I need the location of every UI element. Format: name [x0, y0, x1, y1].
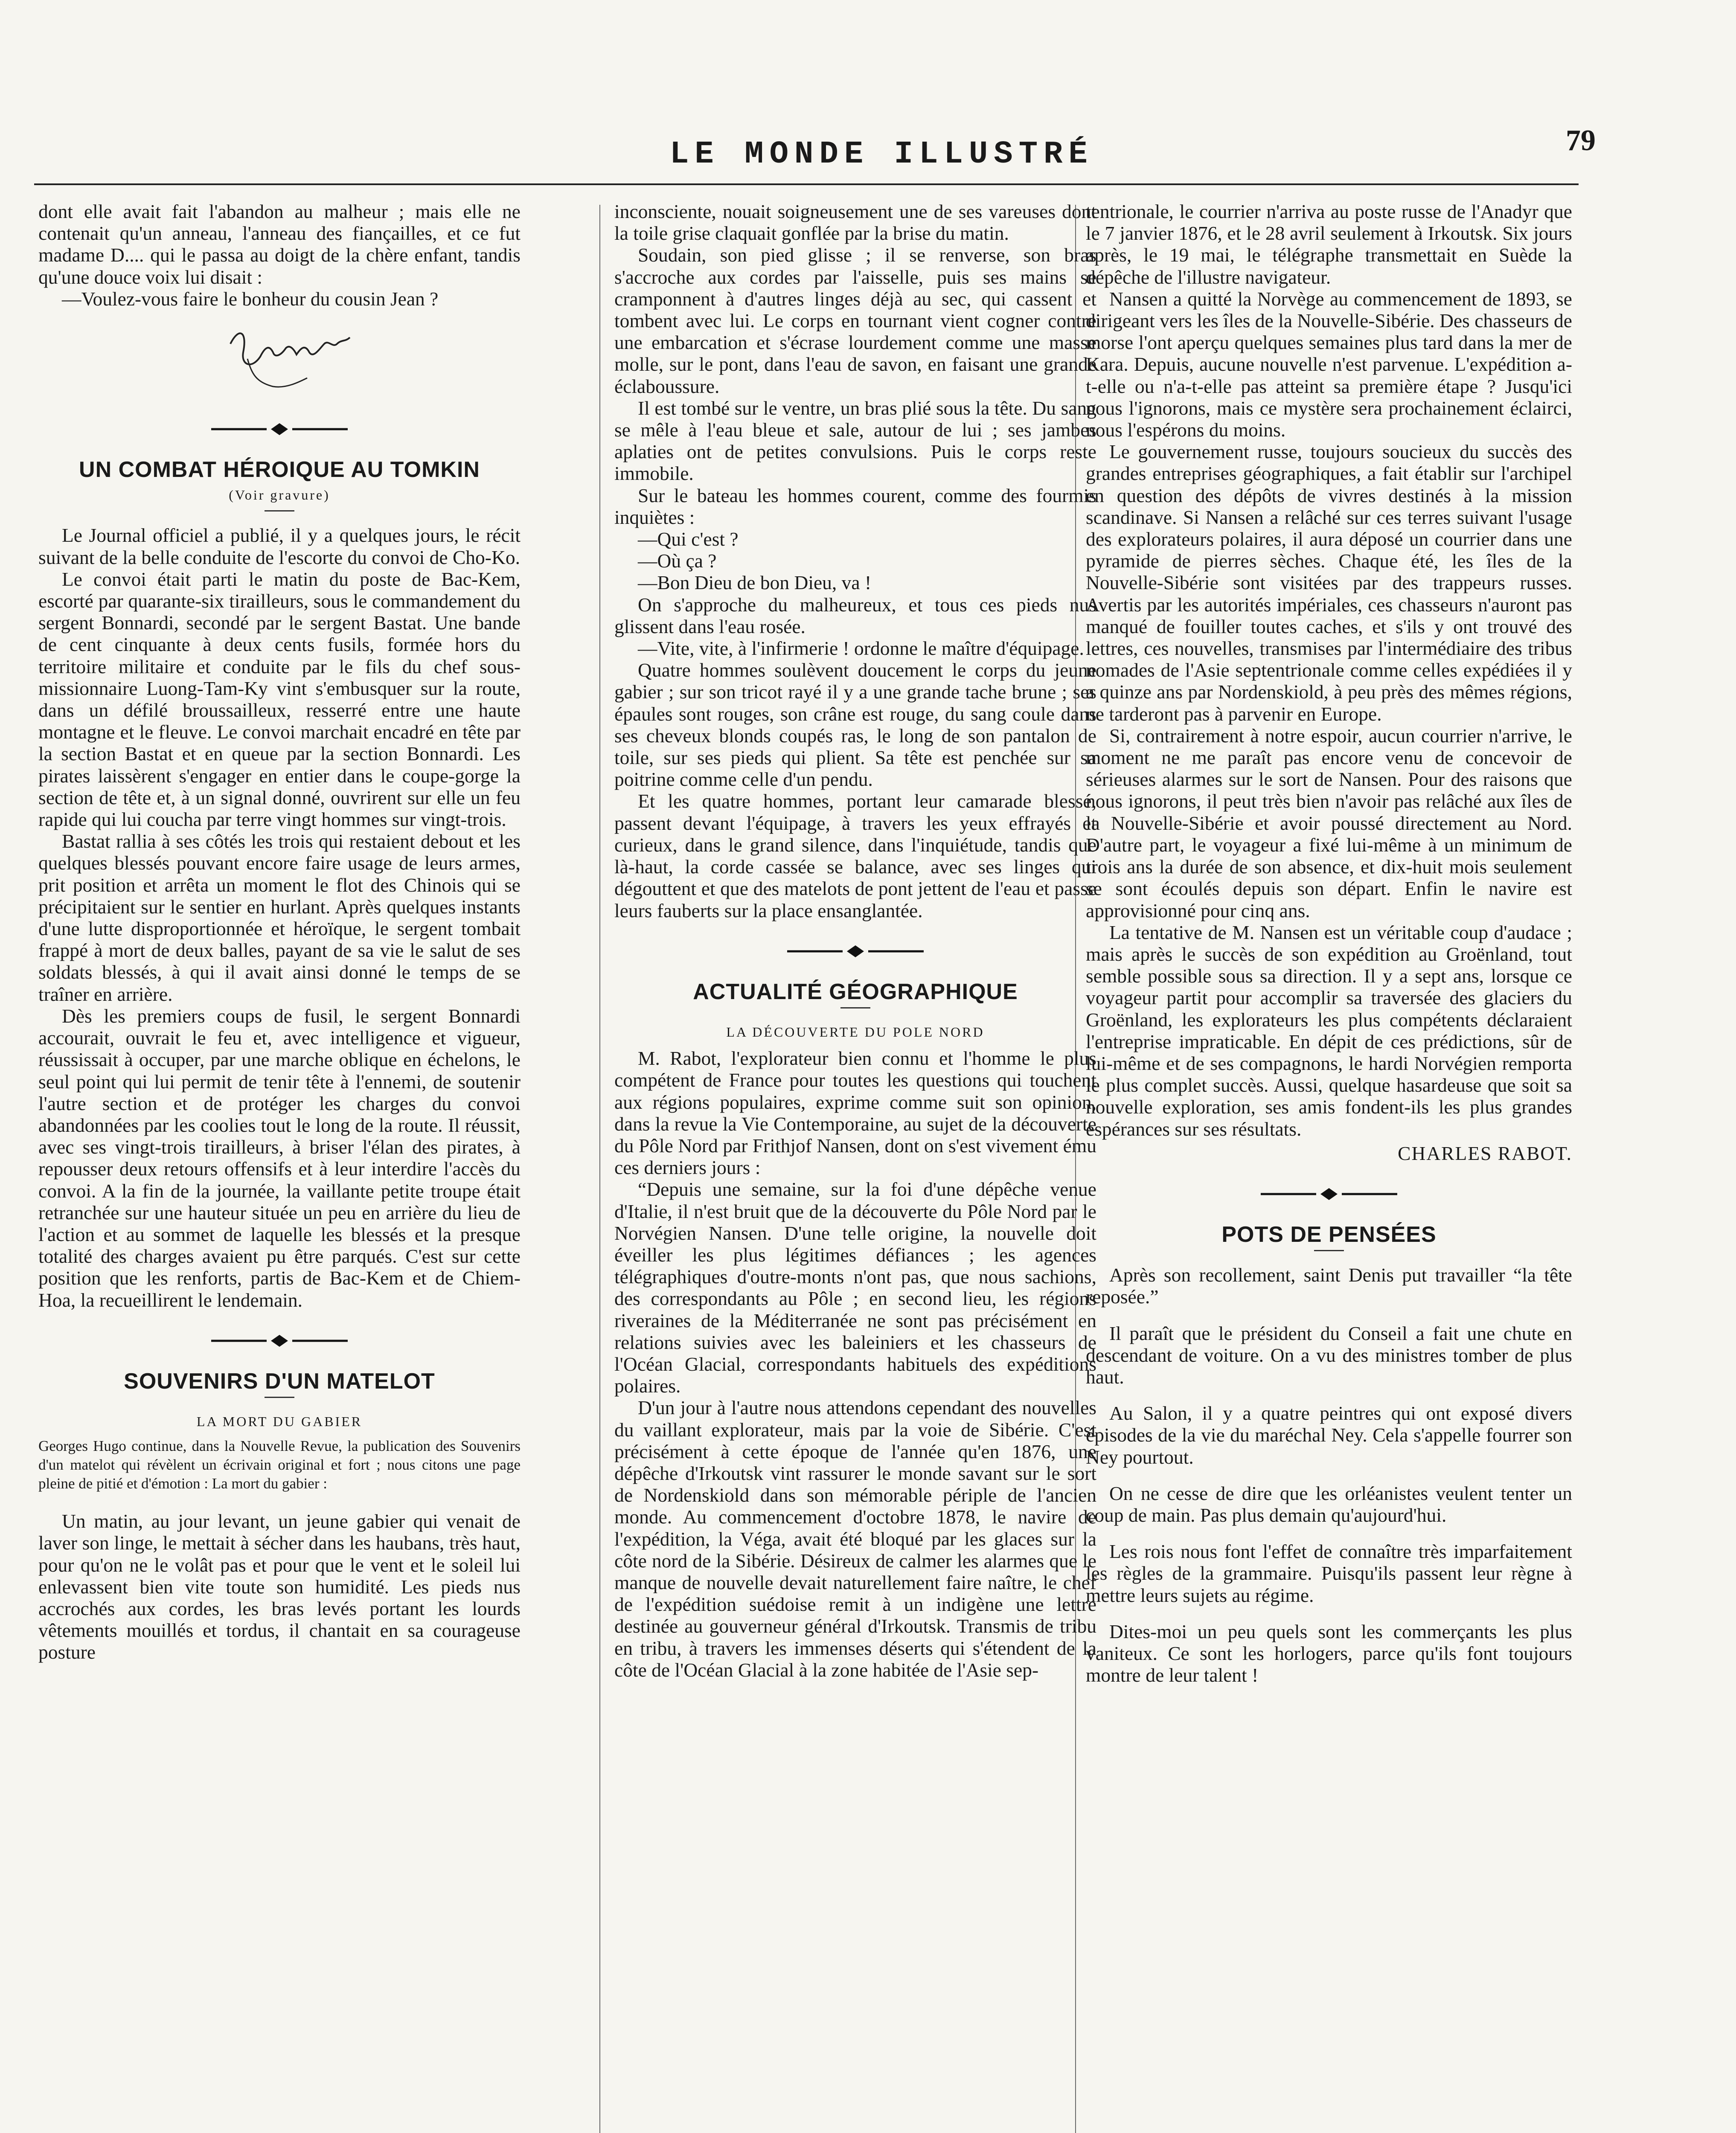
geo-paragraph: tentrionale, le courrier n'arriva au poste russe de l'Anadyr que le 7 janvier 1876, et le 28 avril seulement à Irkoutsk. Six jours après, le 19 mai, le télégraphe transmettait en Suède la dépêche de l'illustre navigateur. [1086, 201, 1572, 288]
column-3 [1086, 201, 1572, 2133]
geo-paragraph: D'un jour à l'autre nous attendons cependant des nouvelles du vaillant explorateur, mais par la voie de Sibérie. C'est précisément à cette époque de l'année qu'en 1876, une dépêche d'Irkoutsk vint rassurer le monde savant sur le sort de Nordenskiold dans son mémorable périple de l'ancien monde. Au commencement d'octobre 1878, le navire de l'expédition, la Véga, avait été bloqué par les glaces sur la côte nord de la Sibérie. Désireux de calmer les alarmes que le manque de nouvelle devait naturellement faire naître, le chef de l'expédition suédoise remit à un indigène une lettre destinée au gouverneur général d'Irkoutsk. Transmis de tribu en tribu, à travers les immenses déserts qui s'étendent de la côte de l'Océan Glacial à la zone habitée de l'Asie sep- [614, 1397, 1096, 1681]
geo-subtitle: LA DÉCOUVERTE DU POLE NORD [726, 1024, 985, 1040]
handwritten-signature [222, 318, 358, 395]
ornament-divider [1256, 1186, 1402, 1203]
matelot-subtitle: LA MORT DU GABIER [196, 1413, 363, 1429]
story-paragraph: inconsciente, nouait soigneusement une de ses vareuses dont la toile grise claquait gonflée par la brise du matin. [614, 201, 1096, 244]
pensee-item: On ne cesse de dire que les orléanistes veulent tenter un coup de main. Pas plus demain qu'aujourd'hui. [1086, 1482, 1572, 1526]
combat-paragraph: Le Journal officiel a publié, il y a quelques jours, le récit suivant de la belle conduite de l'escorte du convoi de Cho-Ko. [38, 524, 521, 568]
dialogue-line: —Qui c'est ? [638, 528, 739, 550]
title-rule [1314, 1250, 1344, 1251]
author-byline: CHARLES RABOT. [1398, 1142, 1572, 1164]
intro-quote: —Voulez-vous faire le bonheur du cousin Jean ? [62, 288, 439, 310]
geo-paragraph: Nansen a quitté la Norvège au commencement de 1893, se dirigeant vers les îles de la Nouvelle-Sibérie. Des chasseurs de morse l'ont aperçu quelques semaines plus tard dans la mer de Kara. Depuis, aucune nouvelle n'est parvenue. L'expédition a-t-elle ou n'a-t-elle pas atteint sa première étape ? Jusqu'ici nous l'ignorons, mais ce mystère sera prochainement éclairci, nous l'espérons du moins. [1086, 288, 1572, 441]
ornament-divider [783, 943, 928, 960]
story-paragraph: Sur le bateau les hommes courent, comme des fourmis inquiètes : [614, 484, 1096, 528]
combat-title: UN COMBAT HÉROIQUE AU TOMKIN [79, 457, 480, 482]
geo-title: ACTUALITÉ GÉOGRAPHIQUE [693, 979, 1018, 1004]
geo-paragraph: “Depuis une semaine, sur la foi d'une dépêche venue d'Italie, il n'est bruit que de la découverte du Pôle Nord par le Norvégien Nansen. D'une telle origine, la nouvelle doit éveiller les plus légitimes défiances ; les agences télégraphiques d'outre-monts n'ont pas, que nous sachions, des correspondants au Pôle ; en second lieu, les régions riveraines de la Méditerranée ne sont pas précisément en relations suivies avec les baleiniers et les chasseurs de l'Océan Glacial, correspondants habituels des expéditions polaires. [614, 1178, 1096, 1397]
matelot-paragraph: Un matin, au jour levant, un jeune gabier qui venait de laver son linge, le mettait à sécher dans les haubans, très haut, pour qu'on ne le volât pas et pour que le vent et le soleil lui enlevassent bien vite toute son humidité. Les pieds nus accrochés aux cordes, les bras levés portant les lourds vêtements mouillés et tordus, il chantait en sa courageuse posture [38, 1510, 521, 1663]
combat-subtitle: (Voir gravure) [229, 487, 330, 503]
title-rule [840, 1007, 870, 1008]
page-number: 79 [1566, 124, 1596, 157]
story-paragraph: On s'approche du malheureux, et tous ces pieds nus glissent dans l'eau rosée. [614, 593, 1096, 637]
title-rule [265, 1397, 294, 1398]
geo-paragraph: Si, contrairement à notre espoir, aucun courrier n'arrive, le moment ne me paraît pas encore venu de concevoir de sérieuses alarmes sur le sort de Nansen. Pour des raisons que nous ignorons, il peut très bien n'avoir pas relâché aux îles de la Nouvelle-Sibérie et avoir poussé directement au Nord. D'autre part, le voyageur a fixé lui-même à un minimum de trois ans la durée de son absence, et dix-huit mois seulement se sont écoulés depuis son départ. Enfin le navire est approvisionné pour cinq ans. [1086, 724, 1572, 921]
matelot-intro: Georges Hugo continue, dans la Nouvelle Revue, la publication des Souvenirs d'un matelot qui révèlent un écrivain original et fort ; nous citons une page pleine de pitié et d'émotion : La mort du gabier : [38, 1438, 521, 1492]
geo-paragraph: Le gouvernement russe, toujours soucieux du succès des grandes entreprises géographiques, a fait établir sur l'archipel en question des dépôts de vivres destinés à la mission scandinave. Si Nansen a relâché sur ces terres suivant l'usage des explorateurs polaires, il aura déposé un courrier dans une pyramide de pierres sèches. Chaque été, les îles de la Nouvelle-Sibérie sont visitées par des trappeurs russes. Avertis par les autorités impériales, ces chasseurs n'auront pas manqué de fouiller toutes caches, et s'ils y ont trouvé des lettres, ces nouvelles, transmises par l'intermédiaire des tribus nomades de l'Asie septentrionale comme celles expédiées il y a quinze ans par Nordenskiold, à peu près des mêmes régions, ne tarderont pas à parvenir en Europe. [1086, 441, 1572, 725]
pensee-item: Les rois nous font l'effet de connaître très imparfaitement les règles de la grammaire. Puisqu'ils passent leur règne à mettre leurs sujets au régime. [1086, 1540, 1572, 1606]
column-1 [38, 201, 521, 2133]
dialogue-line: —Bon Dieu de bon Dieu, va ! [638, 572, 872, 594]
pensee-item: Il paraît que le président du Conseil a fait une chute en descendant de voiture. On a vu des ministres tomber de plus haut. [1086, 1322, 1572, 1388]
column-divider-1 [599, 205, 600, 2133]
pensee-item: Dites-moi un peu quels sont les commerçants les plus vaniteux. Ce sont les horlogers, parce qu'ils font toujours montre de leur talent ! [1086, 1620, 1572, 1686]
intro-text: dont elle avait fait l'abandon au malheur ; mais elle ne contenait qu'un anneau, l'anneau des fiançailles, et ce fut madame D.... qui le passa au doigt de la chère enfant, tandis qu'une douce voix lui disait : [38, 201, 521, 288]
dialogue-line: —Où ça ? [638, 550, 717, 572]
combat-paragraph: Le convoi était parti le matin du poste de Bac-Kem, escorté par quarante-six tirailleurs, sous le commandement du sergent Bonnardi, secondé par le sergent Bastat. Une bande de cent cinquante à deux cents fusils, formée hors du territoire militaire et conduite par le fils du chef sous-missionnaire Luong-Tam-Ky vint s'embusquer sur la route, dans un défilé broussailleux, resserré entre une haute montagne et le fleuve. Le convoi marchait encadré en tête par la section Bastat et en queue par la section Bonnardi. Les pirates laissèrent s'engager en entier dans le coupe-gorge la section de tête et, à un signal donné, ouvrirent sur elle un feu rapide qui lui coucha par terre vingt hommes sur vingt-trois. [38, 568, 521, 831]
geo-paragraph: M. Rabot, l'explorateur bien connu et l'homme le plus compétent de France pour toutes les questions qui touchent aux régions populaires, exprime comme suit son opinion, dans la revue la Vie Contemporaine, au sujet de la découverte du Pôle Nord par Frithjof Nansen, dont on s'est vivement ému ces derniers jours : [614, 1047, 1096, 1179]
story-paragraph: Il est tombé sur le ventre, un bras plié sous la tête. Du sang se mêle à l'eau bleue et sale, autour de lui ; ses jambes aplaties ont de petites convulsions. Puis le corps reste immobile. [614, 397, 1096, 485]
pensee-item: Après son recollement, saint Denis put travailler “la tête reposée.” [1086, 1264, 1572, 1308]
ornament-divider [207, 1332, 352, 1349]
pensee-item: Au Salon, il y a quatre peintres qui ont exposé divers épisodes de la vie du maréchal Ney. Cela s'appelle fourrer son Ney pourtout. [1086, 1402, 1572, 1468]
combat-paragraph: Dès les premiers coups de fusil, le sergent Bonnardi accourait, ouvrait le feu et, avec intelligence et vigueur, réussissait à occuper, par une marche oblique en échelons, le seul point qui lui permit de tenir tête à l'ennemi, de soutenir l'autre section et de protéger les charges du convoi abandonnées par les coolies tout le long de la route. Il réussit, avec ses vingt-trois tirailleurs, à briser l'élan des pirates, à repousser deux retours offensifs et à leur interdire l'accès du convoi. A la fin de la journée, la vaillante petite troupe était retranchée sur une hauteur située un peu en arrière du lieu de l'action et au sommet de laquelle les blessés et la presque totalité des charges avaient pu être parqués. C'est sur cette position que les renforts, partis de Bac-Kem et de Chiem-Hoa, la recueillirent le lendemain. [38, 1005, 521, 1311]
geo-paragraph: La tentative de M. Nansen est un véritable coup d'audace ; mais après le succès de son expédition au Groënland, tout semble possible sous sa direction. Il y a sept ans, lorsque ce voyageur partit pour accomplir sa traversée des glaciers du Groënland, les explorateurs les plus compétents déclaraient l'entreprise impraticable. En dépit de ces prédictions, sûr de lui-même et de ses compagnons, le hardi Norvégien remporta le plus complet succès. Aussi, quelque hasardeuse que soit sa nouvelle exploration, ses amis fondent-ils les plus grandes espérances sur ses résultats. [1086, 921, 1572, 1140]
ornament-divider [207, 421, 352, 438]
page-header [34, 124, 1596, 185]
column-2 [614, 201, 1096, 2133]
combat-paragraph: Bastat rallia à ses côtés les trois qui restaient debout et les quelques blessés pouvant encore faire usage de leurs armes, prit position et arrêta un moment le flot des Chinois qui se précipitaient sur le sentier en hurlant. Après quelques instants d'une lutte disproportionnée et héroïque, le sergent tombait frappé à mort de deux balles, payant de sa vie le salut de ses soldats blessés, à qui il avait ainsi donné le temps de se traîner en arrière. [38, 830, 521, 1005]
pensees-title: POTS DE PENSÉES [1221, 1222, 1436, 1247]
title-rule [265, 510, 294, 511]
story-paragraph: Et les quatre hommes, portant leur camarade blessé, passent devant l'équipage, à travers les yeux effrayés et curieux, dans le grand silence, dans l'inquiétude, tandis que là-haut, la corde cassée se balance, avec ses linges qui dégouttent et que des matelots de pont jettent de l'eau et passe leurs fauberts sur la place ensanglantée. [614, 790, 1096, 921]
story-paragraph: Soudain, son pied glisse ; il se renverse, son bras s'accroche aux cordes par l'aisselle, puis ses mains se cramponnent à d'autres linges déjà au sec, qui cassent et tombent avec lui. Le corps en tournant vient cogner contre une embarcation et s'écrase lourdement comme une masse molle, sur le pont, dans l'eau de savon, en faisant une grande éclaboussure. [614, 244, 1096, 397]
matelot-title: SOUVENIRS D'UN MATELOT [124, 1369, 435, 1394]
story-paragraph: —Vite, vite, à l'infirmerie ! ordonne le maître d'équipage. [638, 637, 1084, 660]
story-paragraph: Quatre hommes soulèvent doucement le corps du jeune gabier ; sur son tricot rayé il y a une grande tache brune ; ses épaules sont rouges, son crâne est rouge, du sang coule dans ses cheveux blonds coupés ras, le long de son pantalon de toile, sur ses pieds qui plient. Sa tête est penchée sur sa poitrine comme celle d'un pendu. [614, 659, 1096, 790]
masthead: LE MONDE ILLUSTRÉ [670, 137, 1093, 172]
